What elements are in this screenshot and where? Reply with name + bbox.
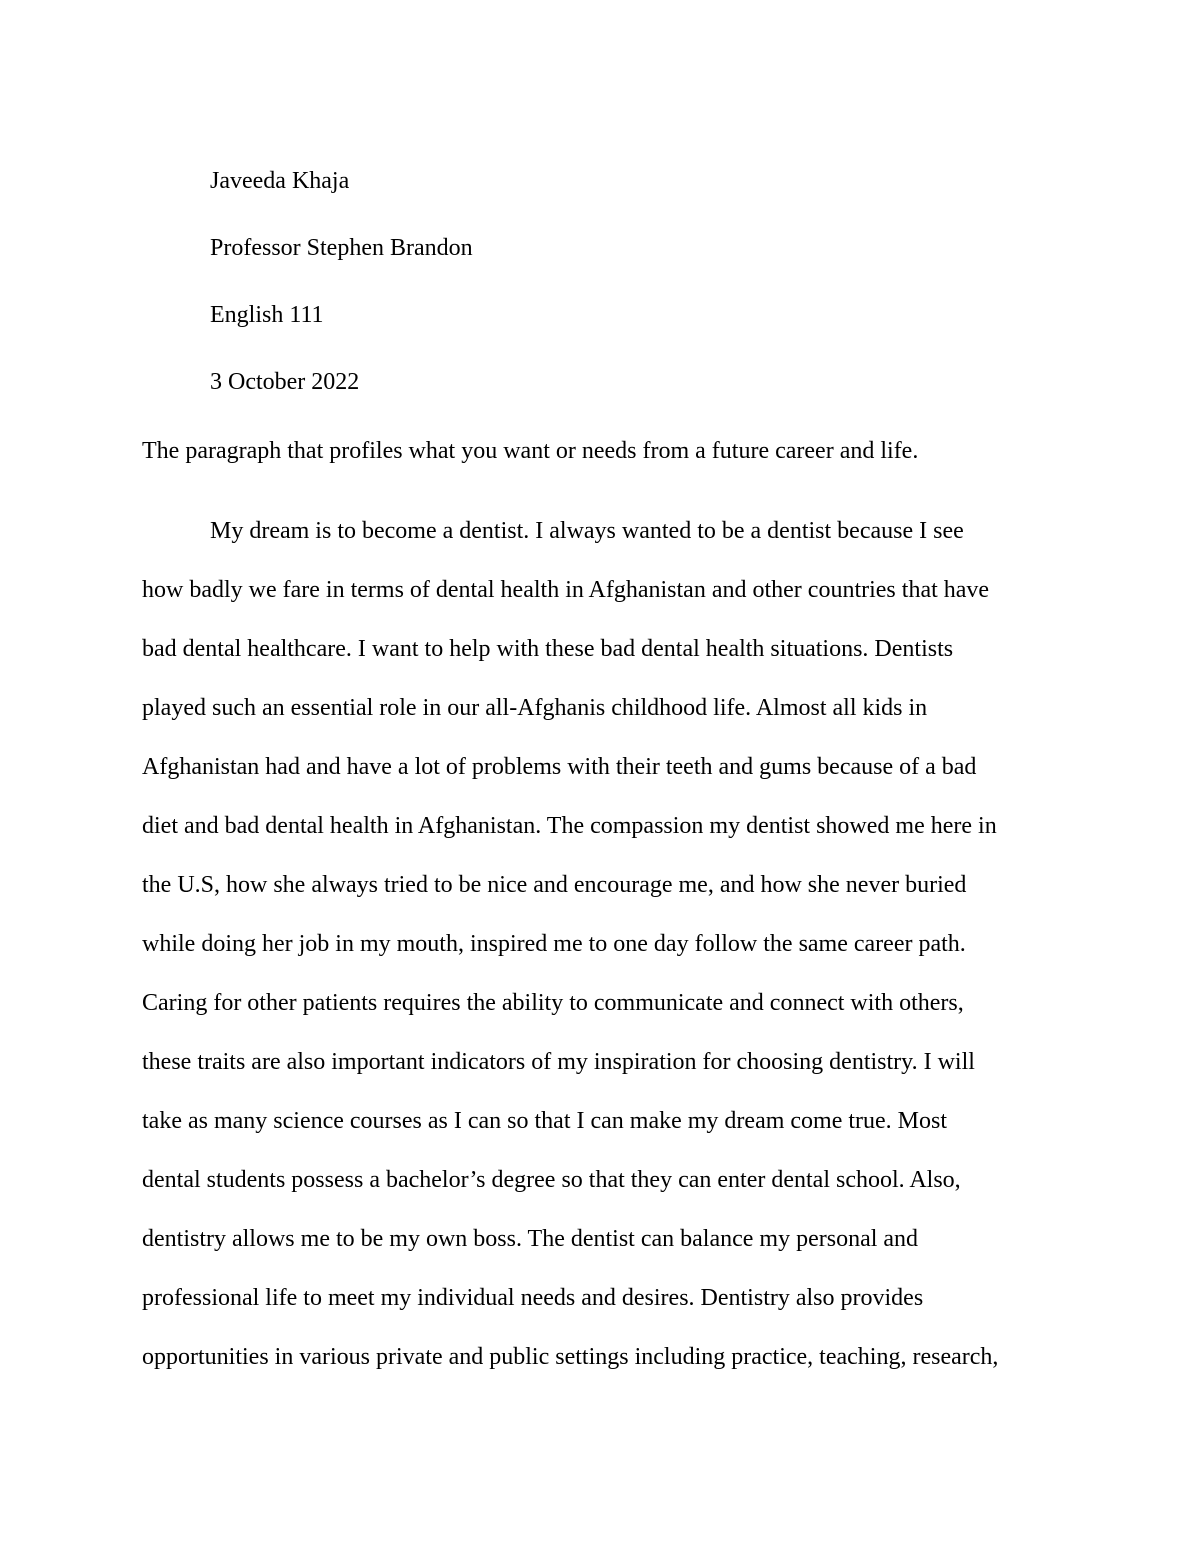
paragraph-line: Caring for other patients requires the ability to communicate and connect with others, bbox=[142, 990, 964, 1016]
instructor-name: Professor Stephen Brandon bbox=[210, 235, 473, 261]
paragraph-line: while doing her job in my mouth, inspired me to one day follow the same career path. bbox=[142, 931, 966, 957]
paragraph-line: played such an essential role in our all-Afghanis childhood life. Almost all kids in bbox=[142, 695, 928, 721]
paragraph-line: take as many science courses as I can so that I can make my dream come true. Most bbox=[142, 1108, 948, 1134]
paragraph-line: dental students possess a bachelor’s degree so that they can enter dental school. Also, bbox=[142, 1167, 961, 1193]
essay-paragraph bbox=[142, 516, 1062, 1401]
paragraph-line: My dream is to become a dentist. I always wanted to be a dentist because I see bbox=[210, 518, 964, 544]
paragraph-line: how badly we fare in terms of dental health in Afghanistan and other countries that have bbox=[142, 577, 990, 603]
paragraph-line: bad dental healthcare. I want to help with these bad dental health situations. Dentists bbox=[142, 636, 954, 662]
course-name: English 111 bbox=[210, 302, 324, 328]
paragraph-line: diet and bad dental health in Afghanistan. The compassion my dentist showed me here in bbox=[142, 813, 997, 839]
paragraph-line: these traits are also important indicators of my inspiration for choosing dentistry. I will bbox=[142, 1049, 975, 1075]
paragraph-line: opportunities in various private and public settings including practice, teaching, research, bbox=[142, 1344, 999, 1370]
author-name: Javeeda Khaja bbox=[210, 168, 350, 194]
paragraph-line: Afghanistan had and have a lot of problems with their teeth and gums because of a bad bbox=[142, 754, 977, 780]
paragraph-line: professional life to meet my individual needs and desires. Dentistry also provides bbox=[142, 1285, 924, 1311]
mla-heading bbox=[210, 166, 473, 434]
assignment-prompt: The paragraph that profiles what you want or needs from a future career and life. bbox=[142, 438, 919, 464]
paragraph-line: the U.S, how she always tried to be nice and encourage me, and how she never buried bbox=[142, 872, 967, 898]
document-date: 3 October 2022 bbox=[210, 369, 360, 395]
paragraph-line: dentistry allows me to be my own boss. The dentist can balance my personal and bbox=[142, 1226, 919, 1252]
